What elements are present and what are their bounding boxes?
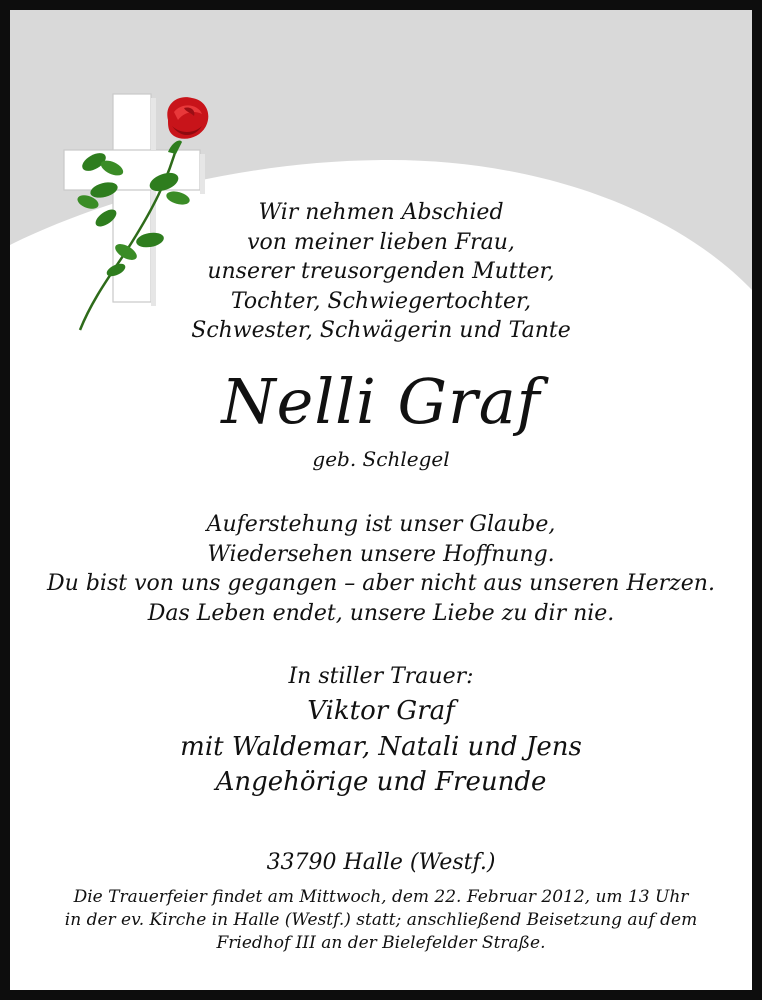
intro-line: Wir nehmen Abschied [258, 200, 504, 225]
mourner-name: Angehörige und Freunde [215, 767, 547, 797]
place-line: 33790 Halle (Westf.) [266, 850, 496, 875]
intro-line: Tochter, Schwiegertochter, [230, 288, 532, 314]
intro-text [10, 198, 752, 346]
funeral-notice [10, 886, 752, 955]
intro-line: unserer treusorgenden Mutter, [207, 259, 555, 284]
intro-line: Schwester, Schwägerin und Tante [191, 318, 571, 343]
birth-name: geb. Schlegel [312, 447, 450, 471]
verse-text [10, 510, 752, 628]
mourner-name: mit Waldemar, Natali und Jens [180, 731, 582, 762]
deceased-name: Nelli Graf [221, 365, 541, 438]
funeral-line: Die Trauerfeier findet am Mittwoch, dem 22. Februar 2012, um 13 Uhr [73, 887, 689, 907]
verse-line: Auferstehung ist unser Glaube, [206, 512, 556, 537]
mourner-name: Viktor Graf [307, 696, 455, 726]
verse-line: Wiedersehen unsere Hoffnung. [207, 541, 555, 567]
funeral-line: in der ev. Kirche in Halle (Westf.) statt; anschließend Beisetzung auf dem [64, 910, 698, 930]
funeral-line: Friedhof III an der Bielefelder Straße. [216, 933, 546, 953]
verse-line: Das Leben endet, unsere Liebe zu dir nie. [147, 600, 615, 626]
intro-line: von meiner lieben Frau, [247, 229, 515, 255]
mourning-heading: In stiller Trauer: [288, 664, 474, 689]
mourners-list [10, 694, 752, 801]
verse-line: Du bist von uns gegangen – aber nicht aus unseren Herzen. [47, 571, 715, 596]
